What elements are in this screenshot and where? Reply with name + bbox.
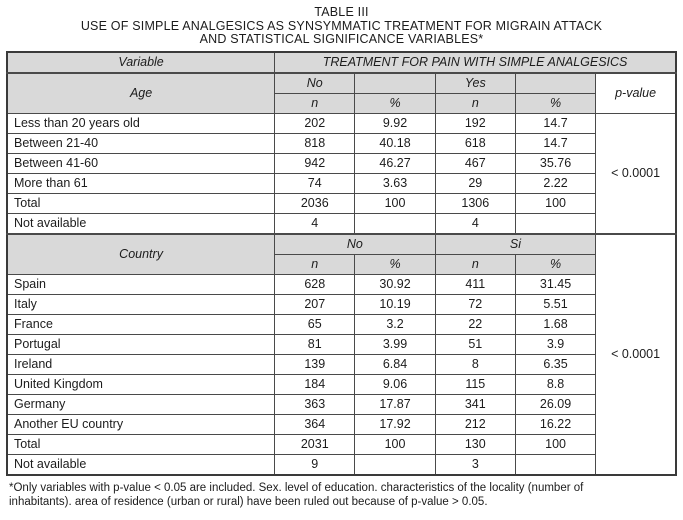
cell-no-n: 628	[275, 274, 355, 294]
cell-no-n: 81	[275, 334, 355, 354]
cell-label: More than 61	[7, 173, 275, 193]
cell-yes-pct: 8.8	[515, 374, 595, 394]
table-row	[7, 294, 676, 314]
cell-yes-pct: 100	[515, 193, 595, 213]
cell-no-n: 4	[275, 213, 355, 234]
table-row	[7, 374, 676, 394]
cell-yes-n: 22	[435, 314, 515, 334]
data-table	[6, 51, 677, 476]
country-col-no: No	[275, 234, 436, 255]
cell-yes-n: 411	[435, 274, 515, 294]
cell-no-n: 202	[275, 113, 355, 133]
header-row-top	[7, 52, 676, 73]
cell-no-n: 65	[275, 314, 355, 334]
cell-yes-pct: 6.35	[515, 354, 595, 374]
age-col-empty-2	[515, 73, 595, 94]
country-col-si: Si	[435, 234, 596, 255]
table-row	[7, 213, 676, 234]
cell-yes-n: 115	[435, 374, 515, 394]
cell-no-n: 139	[275, 354, 355, 374]
cell-yes-n: 467	[435, 153, 515, 173]
cell-yes-pct: 1.68	[515, 314, 595, 334]
cell-no-pct: 3.63	[355, 173, 435, 193]
cell-label: Between 41-60	[7, 153, 275, 173]
country-col-n-no: n	[275, 254, 355, 274]
table-row	[7, 193, 676, 213]
cell-label: Portugal	[7, 334, 275, 354]
cell-yes-pct: 14.7	[515, 133, 595, 153]
cell-no-pct: 9.06	[355, 374, 435, 394]
country-col-n-si: n	[435, 254, 515, 274]
cell-no-pct: 30.92	[355, 274, 435, 294]
country-col-pct-si: %	[515, 254, 595, 274]
cell-no-pct	[355, 213, 435, 234]
cell-no-pct	[355, 454, 435, 475]
cell-no-n: 9	[275, 454, 355, 475]
age-col-n-yes: n	[435, 93, 515, 113]
age-col-yes: Yes	[435, 73, 515, 94]
cell-label: Another EU country	[7, 414, 275, 434]
cell-label: Ireland	[7, 354, 275, 374]
cell-label: Total	[7, 434, 275, 454]
cell-no-n: 364	[275, 414, 355, 434]
cell-yes-pct: 26.09	[515, 394, 595, 414]
table-row	[7, 414, 676, 434]
table-row	[7, 434, 676, 454]
age-col-n-no: n	[275, 93, 355, 113]
cell-no-n: 818	[275, 133, 355, 153]
cell-no-n: 207	[275, 294, 355, 314]
cell-yes-n: 4	[435, 213, 515, 234]
cell-yes-pct	[515, 213, 595, 234]
cell-yes-n: 212	[435, 414, 515, 434]
cell-yes-n: 130	[435, 434, 515, 454]
cell-yes-pct	[515, 454, 595, 475]
table-row	[7, 314, 676, 334]
cell-no-n: 184	[275, 374, 355, 394]
table-row	[7, 454, 676, 475]
cell-label: Germany	[7, 394, 275, 414]
table-row	[7, 334, 676, 354]
cell-no-n: 942	[275, 153, 355, 173]
country-section-label: Country	[7, 234, 275, 275]
cell-yes-n: 618	[435, 133, 515, 153]
cell-no-pct: 3.2	[355, 314, 435, 334]
cell-no-pct: 9.92	[355, 113, 435, 133]
cell-yes-pct: 2.22	[515, 173, 595, 193]
cell-label: Italy	[7, 294, 275, 314]
cell-yes-pct: 16.22	[515, 414, 595, 434]
country-col-pct-no: %	[355, 254, 435, 274]
cell-label: United Kingdom	[7, 374, 275, 394]
cell-yes-n: 3	[435, 454, 515, 475]
age-col-empty-1	[355, 73, 435, 94]
cell-no-pct: 17.87	[355, 394, 435, 414]
cell-label: Between 21-40	[7, 133, 275, 153]
cell-label: Spain	[7, 274, 275, 294]
cell-no-n: 2031	[275, 434, 355, 454]
age-col-no: No	[275, 73, 355, 94]
table-row	[7, 354, 676, 374]
cell-yes-n: 72	[435, 294, 515, 314]
cell-no-pct: 6.84	[355, 354, 435, 374]
cell-yes-pct: 3.9	[515, 334, 595, 354]
header-variable: Variable	[7, 52, 275, 73]
table-row	[7, 153, 676, 173]
cell-yes-pct: 14.7	[515, 113, 595, 133]
cell-yes-pct: 31.45	[515, 274, 595, 294]
cell-no-pct: 46.27	[355, 153, 435, 173]
cell-label: Not available	[7, 213, 275, 234]
cell-yes-n: 192	[435, 113, 515, 133]
cell-label: France	[7, 314, 275, 334]
table-row	[7, 274, 676, 294]
cell-yes-pct: 35.76	[515, 153, 595, 173]
table-row	[7, 173, 676, 193]
p-value-header: p-value	[596, 73, 676, 114]
cell-yes-pct: 100	[515, 434, 595, 454]
table-row	[7, 133, 676, 153]
cell-yes-n: 51	[435, 334, 515, 354]
age-p-value: < 0.0001	[596, 113, 676, 234]
table-row	[7, 113, 676, 133]
cell-yes-pct: 5.51	[515, 294, 595, 314]
cell-yes-n: 29	[435, 173, 515, 193]
age-col-pct-yes: %	[515, 93, 595, 113]
cell-no-pct: 17.92	[355, 414, 435, 434]
age-section-label: Age	[7, 73, 275, 114]
age-col-pct-no: %	[355, 93, 435, 113]
table-title-line-1: USE OF SIMPLE ANALGESICS AS SYNSYMMATIC TREATMENT FOR MIGRAIN ATTACK	[80, 18, 603, 33]
cell-no-pct: 100	[355, 193, 435, 213]
cell-no-pct: 10.19	[355, 294, 435, 314]
table-row	[7, 394, 676, 414]
cell-yes-n: 8	[435, 354, 515, 374]
header-treatment: TREATMENT FOR PAIN WITH SIMPLE ANALGESICS	[275, 52, 676, 73]
table-title-line-2: AND STATISTICAL SIGNIFICANCE VARIABLES*	[199, 32, 484, 46]
cell-label: Not available	[7, 454, 275, 475]
cell-label: Less than 20 years old	[7, 113, 275, 133]
cell-label: Total	[7, 193, 275, 213]
country-header-row-1	[7, 234, 676, 255]
cell-no-n: 74	[275, 173, 355, 193]
table-number: TABLE III	[314, 5, 369, 19]
cell-yes-n: 341	[435, 394, 515, 414]
country-p-value: < 0.0001	[596, 234, 676, 475]
cell-no-pct: 100	[355, 434, 435, 454]
age-header-row-1	[7, 73, 676, 94]
cell-no-pct: 3.99	[355, 334, 435, 354]
cell-no-n: 2036	[275, 193, 355, 213]
cell-no-n: 363	[275, 394, 355, 414]
cell-no-pct: 40.18	[355, 133, 435, 153]
table-title-block	[0, 6, 683, 47]
cell-yes-n: 1306	[435, 193, 515, 213]
table-footnote: *Only variables with p-value < 0.05 are included. Sex. level of education. characteristics of the locality (number of inhabitants). area of residence (urban or rural) have been ruled out because of p-value > 0.05.	[9, 481, 584, 508]
